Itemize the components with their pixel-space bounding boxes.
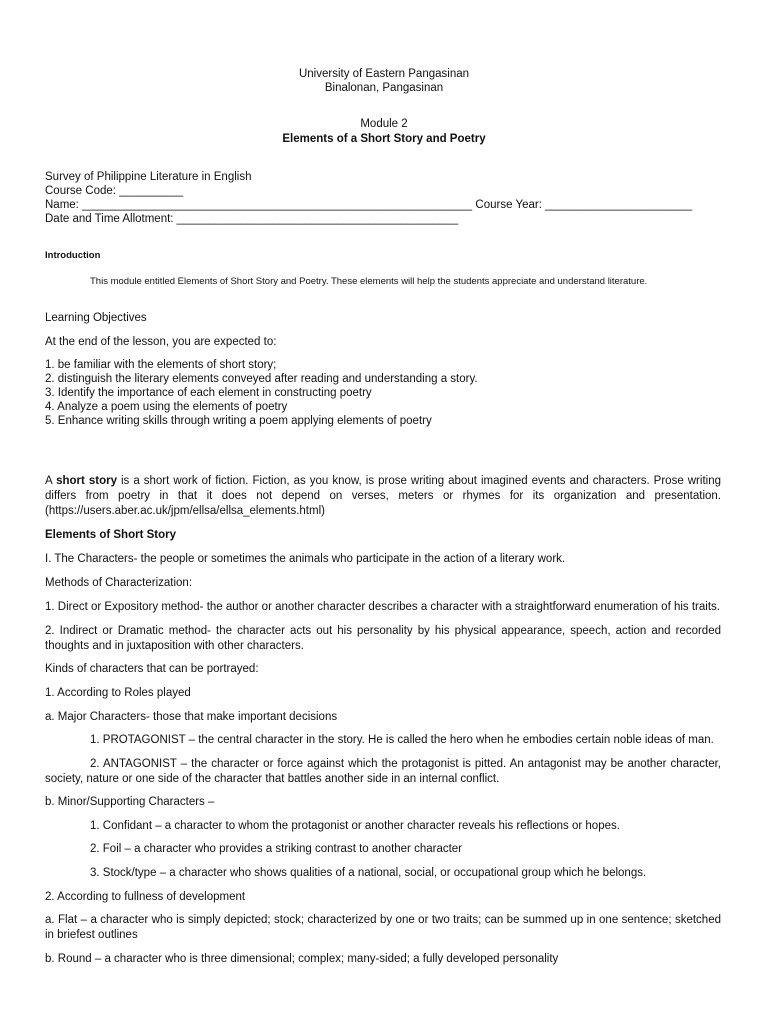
stock-definition: 3. Stock/type – a character who shows qualities of a national, social, or occupational group which he belongs. xyxy=(90,867,647,879)
module-number: Module 2 xyxy=(360,118,408,130)
introduction-heading: Introduction xyxy=(45,250,101,261)
minor-characters: b. Minor/Supporting Characters – xyxy=(45,796,215,808)
roles-heading: 1. According to Roles played xyxy=(45,687,191,699)
antagonist-definition: 2. ANTAGONIST – the character or force against which the protagonist is pitted. An antagonist may be another character, society, nature or one side of the character that battles another side in an internal conflict. xyxy=(45,758,721,785)
introduction-text: This module entitled Elements of Short Story and Poetry. These elements will help the students appreciate and understand literature. xyxy=(90,276,648,287)
course-code-field: Course Code: __________ xyxy=(45,185,184,197)
objective-item: 3. Identify the importance of each element in constructing poetry xyxy=(45,387,372,399)
objective-item: 5. Enhance writing skills through writing a poem applying elements of poetry xyxy=(45,415,432,427)
flat-character-definition: a. Flat – a character who is simply depicted; stock; characterized by one or two traits; can be summed up in one sentence; sketched in briefest outlines xyxy=(45,914,721,941)
course-subject: Survey of Philippine Literature in English xyxy=(45,171,252,183)
objective-item: 4. Analyze a poem using the elements of poetry xyxy=(45,401,288,413)
module-title: Elements of a Short Story and Poetry xyxy=(282,133,486,145)
objectives-lead: At the end of the lesson, you are expected to: xyxy=(45,336,277,348)
university-name: University of Eastern Pangasinan xyxy=(298,68,470,80)
short-story-definition: A short story is a short work of fiction. Fiction, as you know, is prose writing about imagined events and characters. Prose writing differs from poetry in that it does not depend on verses, meters or rhymes for its organization and presentation. (https://users.aber.ac.uk/jpm/ellsa/ellsa_elements.html) xyxy=(45,475,721,517)
major-characters: a. Major Characters- those that make important decisions xyxy=(45,711,338,723)
university-location: Binalonan, Pangasinan xyxy=(324,82,444,94)
method-direct: 1. Direct or Expository method- the author or another character describes a character with a straightforward enumeration of his traits. xyxy=(45,601,720,613)
protagonist-definition: 1. PROTAGONIST – the central character in the story. He is called the hero when he embodies certain noble ideas of man. xyxy=(90,734,714,746)
objective-item: 2. distinguish the literary elements conveyed after reading and understanding a story. xyxy=(45,373,478,385)
elements-heading: Elements of Short Story xyxy=(45,529,176,541)
foil-definition: 2. Foil – a character who provides a striking contrast to another character xyxy=(90,843,463,855)
name-course-year-field: Name: _____________________________________________________________ Course Year: _______________________ xyxy=(45,199,693,211)
confidant-definition: 1. Confidant – a character to whom the protagonist or another character reveals his reflections or hopes. xyxy=(90,820,620,832)
method-indirect: 2. Indirect or Dramatic method- the character acts out his personality by his physical appearance, speech, action and recorded thoughts and in juxtaposition with other characters. xyxy=(45,625,721,652)
characters-definition: I. The Characters- the people or sometimes the animals who participate in the action of a literary work. xyxy=(45,553,566,565)
methods-heading: Methods of Characterization: xyxy=(45,577,193,589)
fullness-heading: 2. According to fullness of development xyxy=(45,891,246,903)
date-time-field: Date and Time Allotment: ____________________________________________ xyxy=(45,213,459,225)
short-story-term: short story xyxy=(56,475,117,487)
round-character-definition: b. Round – a character who is three dimensional; complex; many-sided; a fully developed personality xyxy=(45,953,559,965)
objectives-heading: Learning Objectives xyxy=(45,312,147,324)
objective-item: 1. be familiar with the elements of short story; xyxy=(45,359,277,371)
kinds-heading: Kinds of characters that can be portrayed: xyxy=(45,663,259,675)
